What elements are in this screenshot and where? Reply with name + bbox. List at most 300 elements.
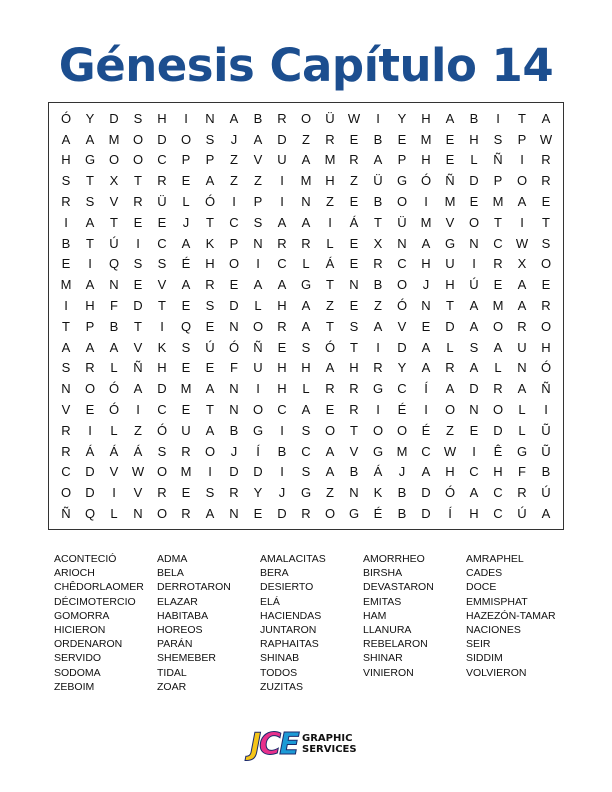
grid-cell: C: [469, 464, 479, 480]
grid-cell: Y: [397, 360, 407, 376]
grid-cell: R: [277, 318, 287, 334]
grid-cell: G: [84, 152, 96, 168]
word-list-item: TIDAL: [157, 666, 187, 679]
grid-cell: A: [493, 339, 503, 355]
grid-cell: S: [61, 360, 71, 376]
grid-cell: A: [205, 173, 215, 189]
word-list-item: BERA: [260, 567, 289, 580]
grid-cell: R: [277, 235, 287, 251]
grid-cell: N: [61, 381, 71, 397]
grid-cell: R: [349, 381, 359, 397]
grid-cell: L: [494, 360, 502, 376]
grid-cell: R: [277, 110, 287, 126]
grid-cell: I: [280, 194, 284, 210]
grid-cell: M: [300, 173, 312, 189]
grid-cell: H: [325, 173, 335, 189]
grid-cell: D: [85, 464, 95, 480]
word-list-item: REBELARON: [363, 638, 428, 651]
grid-cell: J: [182, 214, 190, 230]
grid-cell: I: [496, 110, 500, 126]
grid-cell: H: [61, 152, 71, 168]
grid-cell: Í: [424, 381, 428, 397]
grid-cell: Z: [302, 131, 310, 147]
grid-cell: R: [541, 152, 551, 168]
word-list-item: SEIR: [466, 638, 491, 651]
grid-cell: C: [493, 235, 503, 251]
grid-cell: Z: [350, 173, 358, 189]
grid-cell: I: [424, 402, 428, 418]
grid-cell: T: [110, 214, 118, 230]
grid-cell: T: [350, 422, 358, 438]
grid-cell: H: [301, 360, 311, 376]
grid-cell: A: [205, 506, 215, 522]
grid-cell: T: [86, 173, 94, 189]
word-list-item: AMRAPHEL: [466, 553, 524, 565]
grid-cell: Ó: [540, 360, 552, 376]
grid-cell: I: [544, 402, 548, 418]
grid-cell: V: [109, 464, 119, 480]
grid-cell: D: [493, 422, 503, 438]
grid-cell: U: [517, 339, 527, 355]
grid-cell: T: [206, 402, 214, 418]
grid-cell: O: [252, 318, 264, 334]
grid-cell: O: [444, 402, 456, 418]
grid-cell: P: [397, 152, 407, 168]
word-list-item: RAPHAITAS: [260, 638, 319, 651]
grid-cell: C: [157, 235, 167, 251]
grid-cell: I: [88, 422, 92, 438]
grid-cell: L: [110, 422, 118, 438]
grid-cell: Y: [85, 110, 95, 126]
jce-logo-mark: JCE: [250, 727, 298, 762]
grid-cell: E: [421, 318, 431, 334]
grid-cell: K: [205, 235, 215, 251]
grid-cell: Ú: [517, 506, 527, 522]
grid-cell: I: [160, 318, 164, 334]
grid-cell: W: [443, 443, 457, 459]
grid-cell: A: [517, 277, 527, 293]
grid-cell: A: [373, 318, 383, 334]
grid-cell: E: [349, 194, 359, 210]
grid-cell: T: [206, 214, 214, 230]
grid-cell: Ó: [420, 173, 432, 189]
grid-cell: P: [85, 318, 95, 334]
grid-cell: H: [277, 360, 287, 376]
grid-cell: H: [445, 277, 455, 293]
grid-cell: N: [349, 485, 359, 501]
word-search-grid: [48, 102, 564, 530]
jce-logo: [250, 728, 362, 764]
grid-cell: E: [181, 485, 191, 501]
grid-cell: Ñ: [541, 381, 551, 397]
grid-cell: I: [136, 402, 140, 418]
word-list-item: CADES: [466, 567, 503, 580]
grid-cell: Á: [85, 443, 95, 459]
grid-cell: O: [372, 422, 384, 438]
grid-cell: E: [541, 194, 551, 210]
grid-cell: S: [301, 339, 311, 355]
grid-cell: N: [229, 381, 239, 397]
word-list-item: AMORRHEO: [363, 553, 425, 565]
grid-cell: Á: [133, 443, 143, 459]
grid-cell: J: [278, 485, 286, 501]
grid-cell: E: [181, 402, 191, 418]
grid-cell: L: [110, 506, 118, 522]
grid-cell: E: [181, 298, 191, 314]
grid-cell: R: [493, 256, 503, 272]
grid-cell: S: [61, 173, 71, 189]
grid-cell: H: [349, 360, 359, 376]
grid-cell: F: [110, 298, 118, 314]
grid-cell: E: [277, 339, 287, 355]
grid-cell: E: [397, 131, 407, 147]
word-list-item: SHINAR: [363, 652, 403, 665]
grid-cell: O: [180, 131, 192, 147]
grid-cell: I: [208, 464, 212, 480]
grid-cell: R: [349, 402, 359, 418]
grid-cell: E: [349, 131, 359, 147]
word-list-item: ELAZAR: [157, 595, 198, 608]
grid-cell: R: [517, 318, 527, 334]
grid-cell: H: [469, 506, 479, 522]
grid-cell: I: [520, 152, 524, 168]
grid-cell: X: [109, 173, 119, 189]
grid-cell: S: [157, 256, 167, 272]
grid-cell: A: [181, 235, 191, 251]
grid-cell: T: [62, 318, 70, 334]
grid-cell: H: [277, 381, 287, 397]
word-list-item: DOCE: [466, 581, 497, 594]
grid-cell: Á: [349, 214, 359, 230]
grid-cell: O: [396, 422, 408, 438]
grid-cell: D: [157, 381, 167, 397]
grid-cell: D: [229, 298, 239, 314]
grid-cell: V: [61, 402, 71, 418]
grid-cell: R: [541, 173, 551, 189]
grid-cell: E: [445, 131, 455, 147]
grid-cell: S: [253, 214, 263, 230]
grid-cell: M: [108, 131, 120, 147]
grid-cell: E: [469, 194, 479, 210]
grid-cell: B: [229, 422, 239, 438]
grid-cell: R: [301, 506, 311, 522]
grid-cell: I: [136, 235, 140, 251]
grid-cell: A: [421, 360, 431, 376]
grid-cell: P: [181, 152, 191, 168]
grid-cell: B: [373, 194, 383, 210]
grid-cell: N: [205, 110, 215, 126]
grid-cell: E: [157, 214, 167, 230]
grid-cell: B: [469, 110, 479, 126]
grid-cell: D: [469, 173, 479, 189]
grid-cell: P: [517, 131, 527, 147]
grid-cell: T: [134, 318, 142, 334]
grid-cell: Á: [373, 464, 383, 480]
grid-cell: W: [515, 235, 529, 251]
grid-cell: I: [376, 402, 380, 418]
grid-cell: É: [421, 422, 431, 438]
grid-cell: E: [445, 152, 455, 168]
grid-cell: M: [444, 194, 456, 210]
grid-cell: M: [396, 443, 408, 459]
grid-cell: I: [280, 422, 284, 438]
grid-cell: H: [157, 110, 167, 126]
grid-cell: T: [158, 298, 166, 314]
grid-cell: R: [205, 277, 215, 293]
grid-cell: D: [445, 318, 455, 334]
grid-cell: L: [446, 339, 454, 355]
grid-cell: H: [85, 298, 95, 314]
grid-cell: I: [64, 214, 68, 230]
grid-cell: Ü: [373, 173, 383, 189]
grid-cell: B: [109, 318, 119, 334]
word-list-item: HABITABA: [157, 609, 209, 622]
grid-cell: O: [132, 131, 144, 147]
word-list: [54, 552, 574, 694]
grid-cell: A: [517, 298, 527, 314]
grid-cell: O: [300, 110, 312, 126]
grid-cell: A: [445, 381, 455, 397]
grid-cell: S: [301, 464, 311, 480]
grid-cell: O: [516, 173, 528, 189]
grid-cell: C: [397, 381, 407, 397]
grid-cell: R: [181, 443, 191, 459]
grid-cell: V: [349, 443, 359, 459]
grid-cell: Á: [325, 256, 335, 272]
grid-cell: O: [492, 402, 504, 418]
grid-cell: D: [469, 381, 479, 397]
grid-cell: K: [157, 339, 167, 355]
grid-cell: O: [396, 277, 408, 293]
grid-cell: T: [542, 214, 550, 230]
grid-cell: E: [349, 298, 359, 314]
grid-cell: O: [468, 214, 480, 230]
grid-cell: Ó: [228, 339, 240, 355]
grid-cell: I: [424, 194, 428, 210]
logo-line-2: SERVICES: [302, 744, 357, 755]
grid-cell: Á: [109, 443, 119, 459]
grid-cell: Q: [84, 506, 96, 522]
grid-cell: E: [85, 402, 95, 418]
grid-cell: A: [301, 214, 311, 230]
grid-cell: R: [61, 443, 71, 459]
grid-cell: I: [256, 256, 260, 272]
grid-cell: G: [444, 235, 456, 251]
word-list-item: GOMORRA: [54, 609, 110, 622]
grid-cell: U: [277, 152, 287, 168]
grid-cell: P: [205, 152, 215, 168]
grid-cell: T: [134, 173, 142, 189]
grid-cell: N: [469, 235, 479, 251]
grid-cell: A: [277, 214, 287, 230]
grid-cell: M: [180, 464, 192, 480]
grid-cell: G: [252, 422, 264, 438]
grid-cell: D: [421, 485, 431, 501]
grid-cell: A: [541, 506, 551, 522]
grid-cell: C: [301, 443, 311, 459]
grid-cell: H: [493, 464, 503, 480]
word-list-item: TODOS: [260, 666, 298, 679]
grid-cell: J: [230, 131, 238, 147]
grid-cell: N: [517, 360, 527, 376]
word-list-item: SHINAB: [260, 652, 300, 665]
grid-cell: I: [64, 298, 68, 314]
grid-cell: T: [494, 214, 502, 230]
grid-cell: Ó: [444, 485, 456, 501]
grid-cell: Q: [108, 256, 120, 272]
grid-cell: W: [131, 464, 145, 480]
grid-cell: R: [373, 360, 383, 376]
grid-cell: Ñ: [493, 152, 503, 168]
grid-cell: V: [133, 485, 143, 501]
grid-cell: M: [420, 131, 432, 147]
grid-cell: T: [326, 318, 334, 334]
grid-cell: Ü: [397, 214, 407, 230]
grid-cell: E: [469, 422, 479, 438]
grid-cell: M: [324, 152, 336, 168]
grid-cell: A: [469, 298, 479, 314]
grid-cell: Z: [374, 298, 382, 314]
word-list-item: NACIONES: [466, 624, 521, 637]
grid-cell: F: [230, 360, 238, 376]
grid-cell: E: [253, 506, 263, 522]
grid-cell: H: [421, 256, 431, 272]
grid-cell: A: [325, 443, 335, 459]
grid-cell: E: [349, 256, 359, 272]
grid-cell: S: [541, 235, 551, 251]
grid-cell: G: [396, 173, 408, 189]
grid-cell: O: [204, 443, 216, 459]
grid-cell: H: [445, 464, 455, 480]
grid-cell: O: [132, 152, 144, 168]
grid-cell: I: [328, 214, 332, 230]
grid-cell: E: [205, 318, 215, 334]
grid-cell: E: [325, 402, 335, 418]
grid-cell: N: [469, 402, 479, 418]
grid-cell: Ú: [469, 277, 479, 293]
grid-cell: Ü: [325, 110, 335, 126]
grid-cell: R: [157, 173, 167, 189]
word-list-item: AMALACITAS: [260, 553, 326, 565]
grid-cell: R: [133, 194, 143, 210]
page-title: Génesis Capítulo 14: [58, 39, 554, 92]
grid-cell: R: [61, 422, 71, 438]
grid-cell: A: [421, 464, 431, 480]
grid-cell: A: [253, 131, 263, 147]
grid-cell: V: [133, 339, 143, 355]
grid-cell: I: [112, 485, 116, 501]
grid-cell: L: [470, 152, 478, 168]
grid-cell: C: [277, 256, 287, 272]
grid-cell: C: [277, 402, 287, 418]
grid-cell: T: [374, 214, 382, 230]
grid-cell: A: [61, 339, 71, 355]
grid-cell: P: [253, 194, 263, 210]
grid-cell: F: [518, 464, 526, 480]
word-list-item: VINIERON: [363, 666, 414, 679]
grid-cell: N: [397, 235, 407, 251]
grid-cell: A: [181, 277, 191, 293]
word-list-item: ZEBOIM: [54, 680, 95, 693]
word-list-item: EMMISPHAT: [466, 595, 528, 608]
grid-cell: A: [373, 152, 383, 168]
grid-cell: V: [253, 152, 263, 168]
grid-cell: I: [376, 110, 380, 126]
grid-cell: A: [517, 381, 527, 397]
grid-cell: Ñ: [253, 339, 263, 355]
grid-cell: N: [421, 298, 431, 314]
grid-cell: H: [469, 131, 479, 147]
word-list-item: ELÁ: [260, 595, 280, 608]
grid-cell: S: [181, 339, 191, 355]
word-list-item: DEVASTARON: [363, 581, 434, 594]
word-list-item: JUNTARON: [260, 624, 317, 637]
grid-cell: D: [397, 339, 407, 355]
grid-cell: A: [205, 422, 215, 438]
grid-cell: C: [493, 506, 503, 522]
grid-cell: B: [61, 235, 71, 251]
word-list-item: SIDDIM: [466, 652, 503, 665]
grid-cell: Z: [446, 422, 454, 438]
grid-cell: L: [110, 360, 118, 376]
grid-cell: D: [253, 464, 263, 480]
grid-cell: T: [350, 339, 358, 355]
word-list-item: ZOAR: [157, 680, 187, 693]
grid-cell: O: [60, 485, 72, 501]
grid-cell: A: [229, 110, 239, 126]
grid-cell: I: [280, 464, 284, 480]
grid-cell: Ü: [157, 194, 167, 210]
grid-cell: V: [397, 318, 407, 334]
grid-cell: L: [302, 256, 310, 272]
grid-cell: N: [133, 506, 143, 522]
grid-cell: A: [85, 277, 95, 293]
grid-cell: Ê: [493, 443, 503, 459]
grid-cell: C: [157, 152, 167, 168]
grid-cell: A: [301, 152, 311, 168]
word-list-item: EMITAS: [363, 595, 402, 608]
grid-cell: D: [133, 298, 143, 314]
grid-cell: Ó: [324, 339, 336, 355]
grid-cell: M: [180, 381, 192, 397]
grid-cell: Z: [230, 152, 238, 168]
word-list-item: ARIOCH: [54, 567, 95, 580]
grid-cell: E: [205, 360, 215, 376]
grid-cell: K: [373, 485, 383, 501]
grid-cell: Ó: [60, 110, 72, 126]
word-list-item: HACIENDAS: [260, 609, 322, 622]
grid-cell: X: [373, 235, 383, 251]
grid-cell: E: [349, 235, 359, 251]
letter-grid: [54, 108, 558, 524]
grid-cell: I: [256, 381, 260, 397]
grid-cell: I: [520, 214, 524, 230]
grid-cell: L: [326, 235, 334, 251]
grid-cell: U: [253, 360, 263, 376]
logo-line-1: GRAPHIC: [302, 733, 353, 744]
grid-cell: H: [157, 360, 167, 376]
grid-cell: C: [493, 485, 503, 501]
grid-cell: I: [184, 110, 188, 126]
grid-cell: W: [539, 131, 553, 147]
grid-cell: Z: [326, 194, 334, 210]
word-list-item: HAM: [363, 609, 387, 622]
grid-cell: S: [205, 485, 215, 501]
grid-cell: S: [301, 422, 311, 438]
grid-cell: J: [398, 464, 406, 480]
grid-cell: E: [181, 360, 191, 376]
grid-cell: A: [469, 485, 479, 501]
